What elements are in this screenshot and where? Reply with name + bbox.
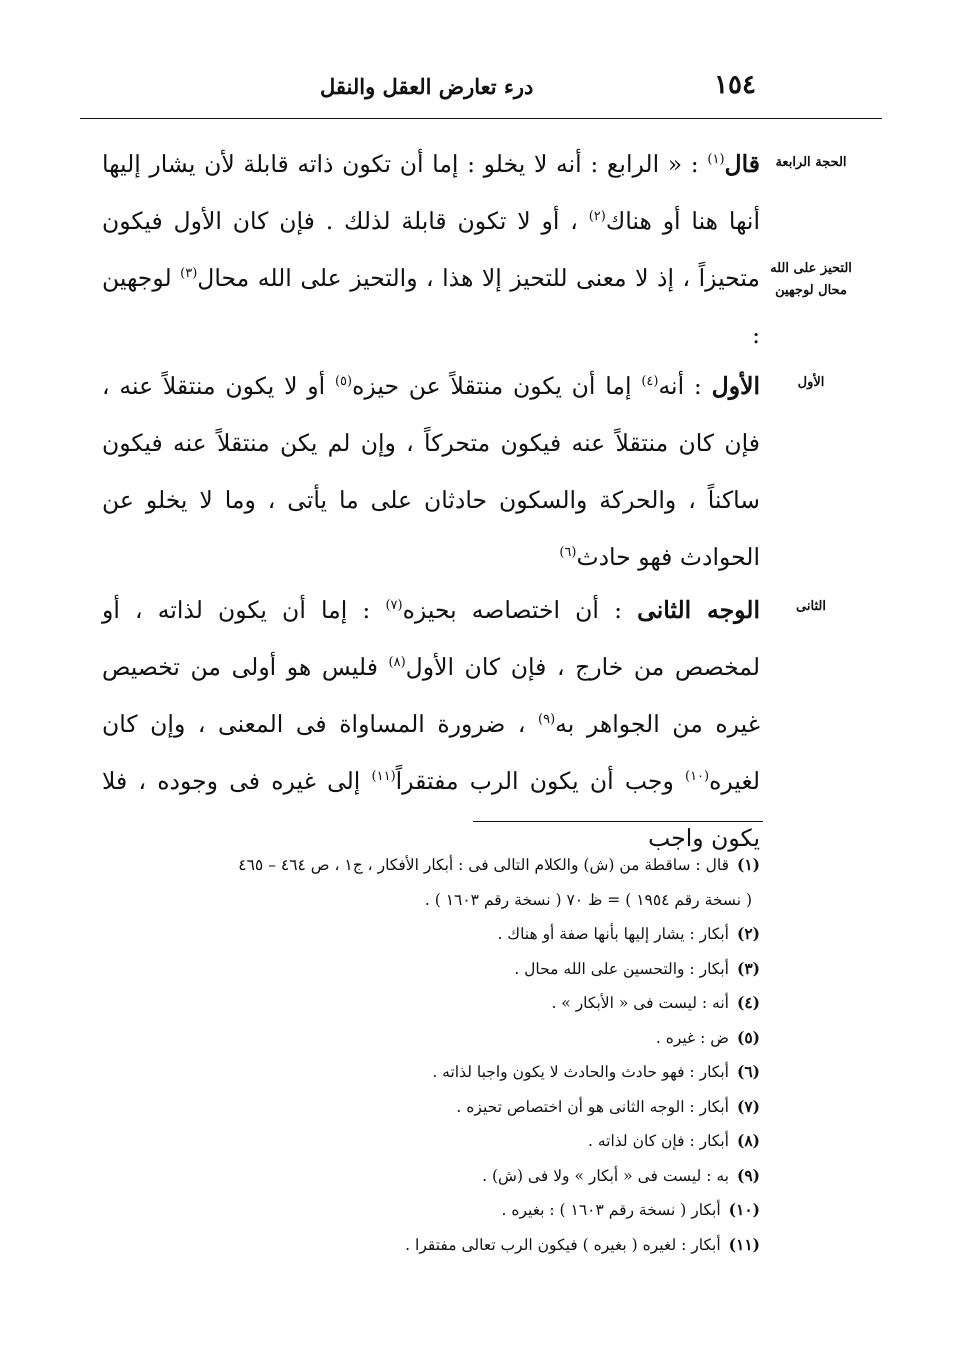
footnote-number: (٨) — [736, 1131, 760, 1150]
footnote-ref: (١١) — [371, 769, 396, 785]
page-header — [80, 70, 880, 110]
footnote-number: (٦) — [736, 1062, 760, 1081]
paragraph-text: : أنه — [658, 372, 712, 400]
footnote-ref: (٧) — [385, 598, 403, 614]
paragraph-lead: قال — [724, 150, 760, 178]
footnote-ref: (٦) — [559, 545, 577, 561]
paragraph-text: وجب أن يكون الرب مفتقراً — [395, 767, 685, 795]
footnote-text: أبكار : يشار إليها بأنها صفة أو هناك . — [497, 925, 729, 943]
footnotes — [100, 848, 760, 1262]
footnote-item — [100, 1021, 760, 1056]
margin-note-tahayyuz: التحيز على الله محال لوجهين — [770, 261, 852, 299]
footnote-number: (٤) — [736, 993, 760, 1012]
footnote-text: أبكار : الوجه الثانى هو أن اختصاص تحيزه . — [456, 1097, 729, 1116]
paragraph-text: فليس هو أولى من تخصيص غيره من الجواهر به — [102, 653, 760, 738]
paragraph-text: إما أن يكون منتقلاً عن حيزه — [352, 372, 642, 400]
footnote-item — [100, 848, 760, 883]
footnote-ref: (٨) — [388, 655, 406, 671]
footnote-number: (٧) — [736, 1096, 760, 1116]
footnote-number: (٩) — [736, 1165, 760, 1185]
page-number: ١٥٤ — [714, 70, 756, 100]
footnote-text: به : ليست فى « أبكار » ولا فى (ش) . — [482, 1166, 729, 1185]
footnote-item — [100, 1055, 760, 1090]
footnote-ref: (٢) — [588, 209, 606, 225]
footnote-ref: (٣) — [180, 266, 198, 282]
margin-note-second: الثانى — [796, 599, 826, 614]
paragraph-text: : إما أن يكون لذاته ، أو لمخصص من خارج ، فإن كان الأول — [102, 596, 760, 681]
footnote-number: (٥) — [736, 1027, 760, 1047]
paragraph-text: إلى غيره فى وجوده ، فلا يكون واجب — [102, 767, 760, 852]
footnote-item — [100, 1228, 760, 1263]
footnote-text: أبكار : والتحسين على الله محال . — [514, 959, 729, 978]
footnote-text: قال : ساقطة من (ش) والكلام التالى فى : أبكار الأفكار ، ج١ ، ص ٤٦٤ – ٤٦٥ — [238, 856, 729, 874]
paragraph-text: : « الرابع : أنه لا يخلو : إما أن تكون ذاته قابلة لأن يشار إليها أنها هنا أو هناك — [102, 150, 760, 235]
footnote-ref: (٥) — [334, 374, 353, 390]
footnote-text: أبكار : فإن كان لذاته . — [588, 1132, 729, 1150]
paragraph-text: ، أو لا تكون قابلة لذلك . فإن كان الأول فيكون متحيزاً ، إذ لا معنى للتحيز إلا هذا ، والتحيز على الله محال — [102, 207, 761, 292]
footnote-ref: (١٠) — [685, 769, 710, 785]
footnote-number: (٣) — [736, 958, 760, 978]
paragraph-first — [102, 358, 760, 586]
paragraph-text: : أن اختصاصه بحيزه — [402, 596, 638, 624]
footnote-number: (١١) — [728, 1234, 760, 1254]
footnote-item — [100, 1090, 760, 1125]
footnote-item — [100, 1124, 760, 1159]
paragraph-fourth-argument — [102, 136, 760, 364]
footnote-ref: (٤) — [641, 374, 659, 390]
footnote-text: أبكار ( نسخة رقم ١٦٠٣ ) : بغيره . — [501, 1201, 721, 1219]
paragraph-lead: الأول — [711, 372, 760, 400]
header-rule — [80, 118, 882, 119]
paragraph-text: أو لا يكون منتقلاً عنه ، فإن كان منتقلاً عنه فيكون متحركاً ، وإن لم يكن منتقلاً عنه فيكون ساكناً ، والحركة والسكون حادثان على ما يأتى ، وما لا يخلو عن الحوادث فهو حادث — [102, 372, 760, 571]
footnote-text: ض : غيره . — [655, 1028, 729, 1047]
paragraph-second — [102, 582, 760, 867]
footnote-text: ( نسخة رقم ١٩٥٤ ) = ظ ٧٠ ( نسخة رقم ١٦٠٣ ) . — [424, 890, 752, 909]
running-title: درء تعارض العقل والنقل — [320, 74, 534, 99]
footnote-ref: (٩) — [538, 712, 556, 728]
margin-note-first: الأول — [797, 375, 825, 390]
footnote-item — [100, 1159, 760, 1194]
footnote-item — [100, 952, 760, 987]
footnote-item — [100, 986, 760, 1021]
footnote-number: (١٠) — [728, 1200, 760, 1219]
paragraph-text: لوجهين : — [102, 264, 760, 349]
footnote-ref: (١) — [707, 152, 725, 168]
margin-note-fourth-argument: الحجة الرابعة — [775, 155, 847, 170]
paragraph-text: ، ضرورة المساواة فى المعنى ، وإن كان لغيره — [102, 710, 760, 795]
footnote-text: أنه : ليست فى « الأبكار » . — [551, 994, 729, 1012]
footnote-number: (١) — [736, 855, 760, 874]
footnote-separator — [473, 821, 763, 822]
footnote-number: (٢) — [736, 924, 760, 943]
footnote-text: أبكار : فهو حادث والحادث لا يكون واجبا لذاته . — [432, 1063, 729, 1081]
footnote-item — [100, 917, 760, 952]
footnote-text: أبكار : لغيره ( بغيره ) فيكون الرب تعالى مفتقرا . — [405, 1235, 721, 1254]
footnote-item — [100, 1193, 760, 1228]
footnote-item — [100, 883, 760, 918]
paragraph-lead: الوجه الثانى — [637, 596, 760, 624]
